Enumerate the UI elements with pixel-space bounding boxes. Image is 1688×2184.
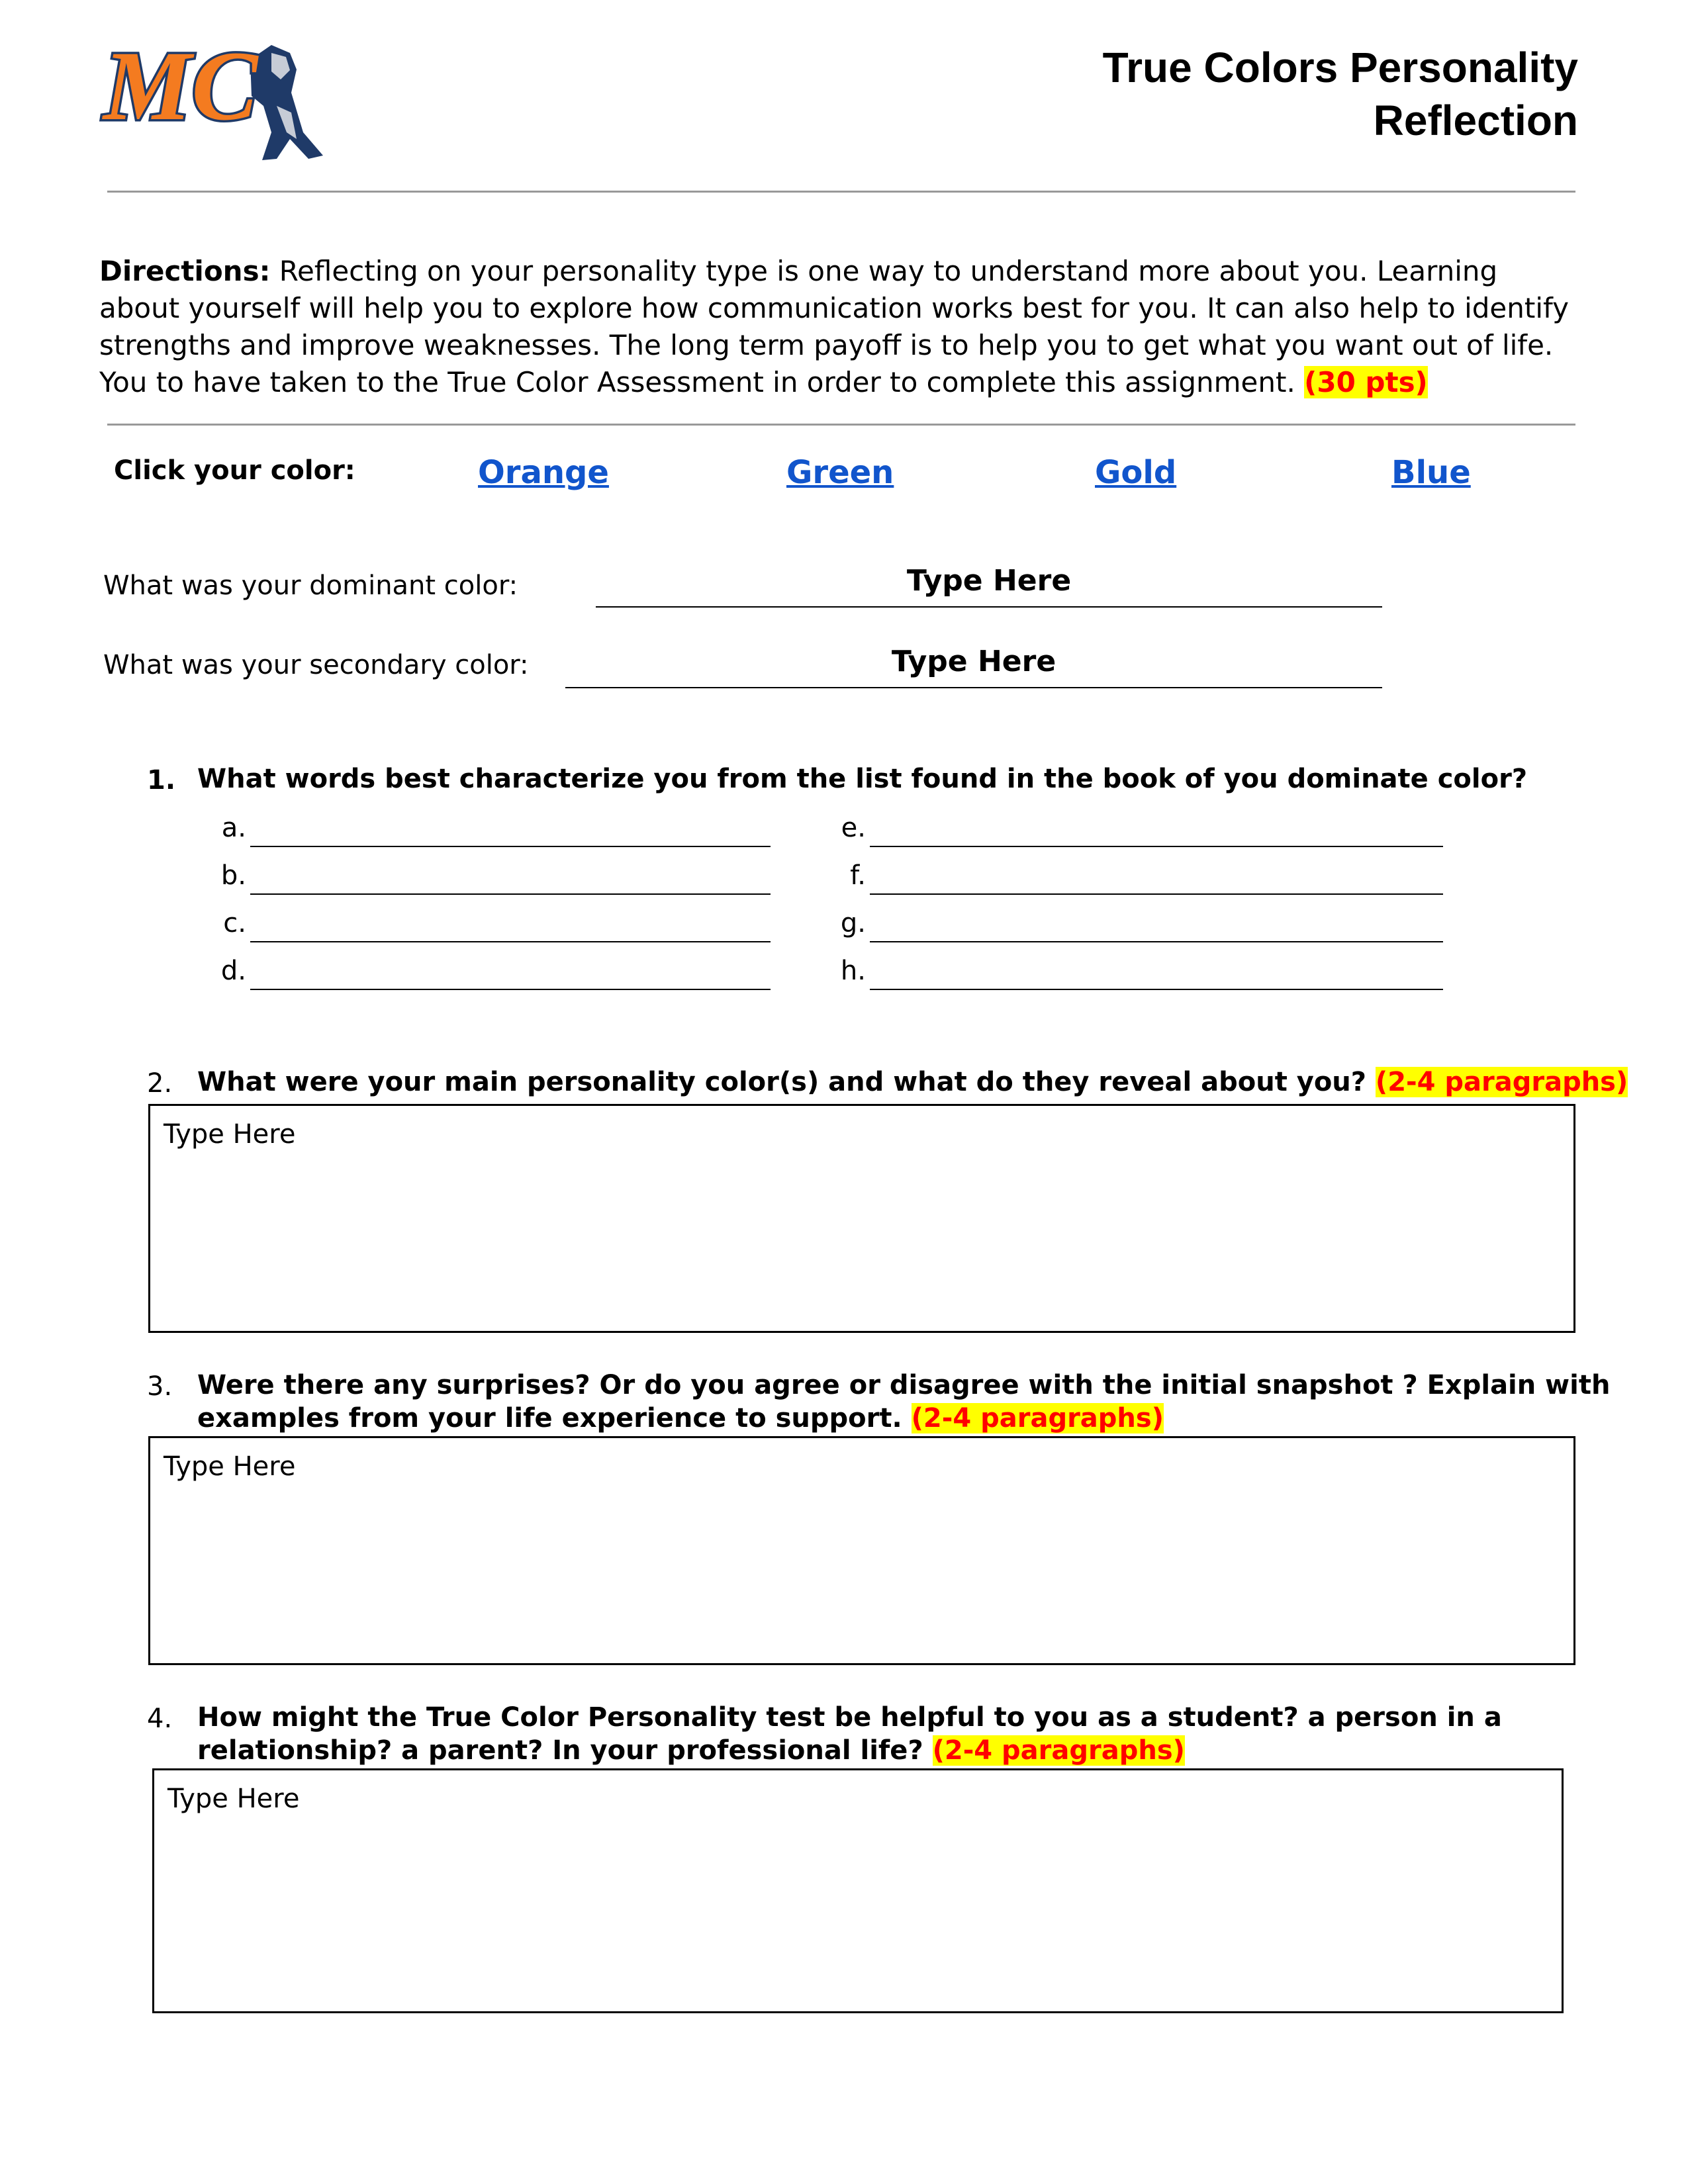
q1-letter-h: h. xyxy=(840,956,866,986)
q1-answer-g[interactable] xyxy=(870,941,1443,942)
directions-divider xyxy=(107,424,1575,426)
q1-text: What words best characterize you from the list found in the book of you dominate color? xyxy=(197,764,1528,794)
q1-answer-d[interactable] xyxy=(250,989,771,990)
q1-answer-e[interactable] xyxy=(870,846,1443,847)
q1-answer-a[interactable] xyxy=(250,846,771,847)
title-line-2: Reflection xyxy=(1373,97,1578,144)
q3-question-line1: Were there any surprises? Or do you agree or disagree with the initial snapshot ? Explain with xyxy=(197,1370,1611,1400)
q1-answer-b[interactable] xyxy=(250,893,771,895)
green-link[interactable]: Green xyxy=(786,454,894,491)
secondary-color-underline xyxy=(565,687,1382,688)
q2-length-badge: (2-4 paragraphs) xyxy=(1375,1067,1628,1097)
blue-link[interactable]: Blue xyxy=(1391,454,1471,491)
dominant-color-input[interactable]: Type Here xyxy=(906,564,1072,598)
directions-paragraph xyxy=(99,253,1582,401)
click-color-label: Click your color: xyxy=(114,455,355,486)
directions-text: Reflecting on your personality type is one way to understand more about you. Learning about yourself will help you to explore how communication works best for you. It can also help to identify strengths and improve weaknesses. The long term payoff is to help you to get what you want out of life. You to have taken to the True Color Assessment in order to complete this assignment. xyxy=(99,255,1569,398)
page-title xyxy=(850,41,1578,147)
q1-letter-a: a. xyxy=(221,813,246,843)
gold-link[interactable]: Gold xyxy=(1095,454,1177,491)
q2-question: What were your main personality color(s) and what do they reveal about you? xyxy=(197,1067,1376,1097)
q2-text xyxy=(197,1066,1628,1099)
header-divider xyxy=(107,191,1575,193)
orange-link[interactable]: Orange xyxy=(478,454,609,491)
title-line-1: True Colors Personality xyxy=(1102,44,1578,91)
q1-answer-h[interactable] xyxy=(870,989,1443,990)
q2-answer-text: Type Here xyxy=(164,1119,296,1150)
logo-letters: MC xyxy=(103,33,258,141)
dominant-color-label: What was your dominant color: xyxy=(103,570,518,601)
q4-answer-text: Type Here xyxy=(167,1784,300,1814)
q3-length-badge: (2-4 paragraphs) xyxy=(911,1403,1164,1433)
q1-answer-c[interactable] xyxy=(250,941,771,942)
q3-text xyxy=(197,1369,1610,1435)
q3-question-line2: examples from your life experience to support. xyxy=(197,1403,912,1433)
q4-question-line1: How might the True Color Personality test be helpful to you as a student? a person in a xyxy=(197,1702,1502,1733)
q1-letter-e: e. xyxy=(841,813,866,843)
q2-answer-box[interactable] xyxy=(148,1104,1575,1333)
q4-text xyxy=(197,1701,1502,1767)
q2-number: 2. xyxy=(147,1068,173,1099)
q1-letter-d: d. xyxy=(220,956,246,986)
q3-number: 3. xyxy=(147,1371,173,1402)
q1-letter-g: g. xyxy=(840,908,866,938)
q4-number: 4. xyxy=(147,1704,173,1734)
points-badge: (30 pts) xyxy=(1304,366,1428,398)
q1-letter-f: f. xyxy=(850,860,866,891)
q3-answer-text: Type Here xyxy=(164,1451,296,1482)
q4-question-line2: relationship? a parent? In your professional life? xyxy=(197,1735,933,1766)
q1-answer-f[interactable] xyxy=(870,893,1443,895)
q1-letter-c: c. xyxy=(223,908,246,938)
q4-answer-box[interactable] xyxy=(152,1768,1564,2013)
school-logo xyxy=(98,33,336,165)
q1-number: 1. xyxy=(147,765,176,796)
q1-letter-b: b. xyxy=(220,860,246,891)
secondary-color-input[interactable]: Type Here xyxy=(891,645,1056,678)
q4-length-badge: (2-4 paragraphs) xyxy=(932,1735,1185,1766)
secondary-color-label: What was your secondary color: xyxy=(103,650,529,680)
directions-label: Directions: xyxy=(99,255,271,287)
dominant-color-underline xyxy=(596,606,1382,608)
q3-answer-box[interactable] xyxy=(148,1436,1575,1665)
